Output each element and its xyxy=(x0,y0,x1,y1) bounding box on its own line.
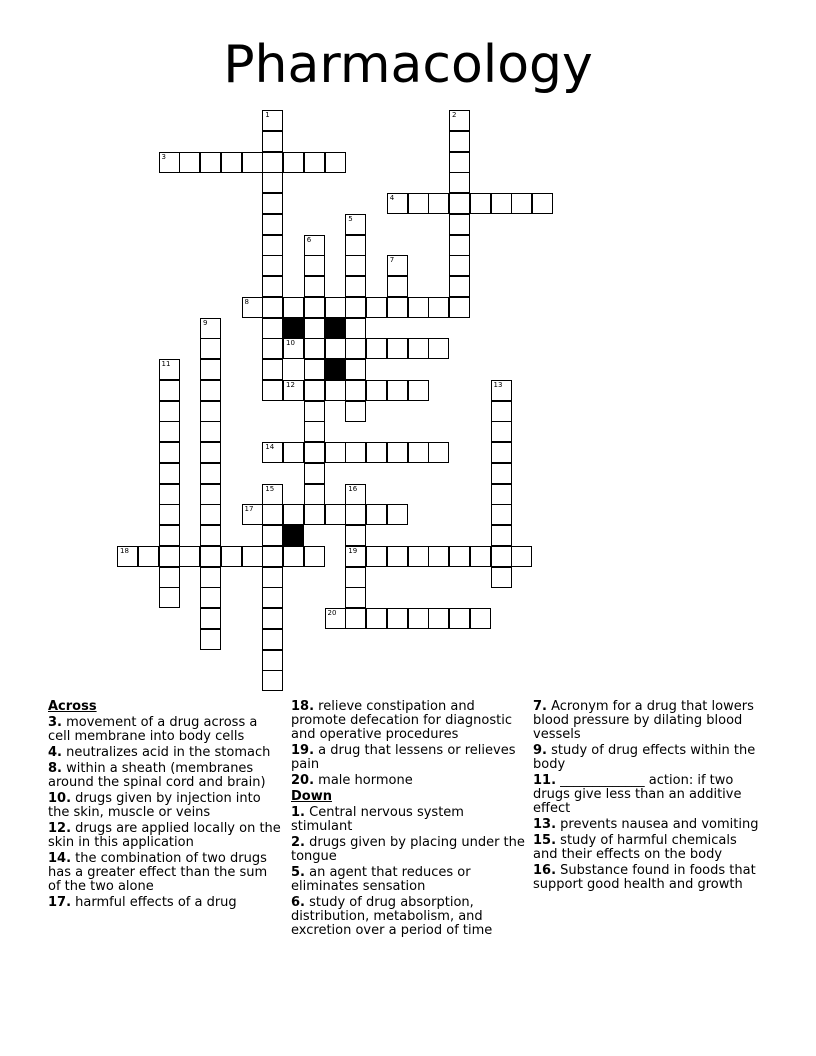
clue-number: 9 xyxy=(203,318,208,327)
grid-cell[interactable] xyxy=(387,608,408,629)
grid-cell[interactable] xyxy=(138,546,159,567)
clue-number: 4 xyxy=(389,194,395,202)
grid-cell[interactable] xyxy=(491,193,512,214)
grid-cell[interactable] xyxy=(428,193,449,214)
grid-cell[interactable] xyxy=(159,380,180,401)
grid-cell[interactable] xyxy=(449,131,470,152)
grid-cell[interactable] xyxy=(159,442,180,463)
grid-cell[interactable] xyxy=(304,504,325,525)
grid-cell[interactable] xyxy=(262,359,283,380)
grid-cell[interactable] xyxy=(159,463,180,484)
grid-block xyxy=(325,318,346,339)
clue-down-15: 15. study of harmful chemicals and their effects on the body xyxy=(533,833,737,862)
grid-cell[interactable] xyxy=(449,110,470,131)
grid-cell[interactable] xyxy=(283,338,304,359)
grid-cell[interactable] xyxy=(345,525,366,546)
grid-cell[interactable] xyxy=(304,276,325,297)
grid-cell[interactable] xyxy=(262,131,283,152)
grid-cell[interactable] xyxy=(304,463,325,484)
grid-cell[interactable] xyxy=(283,504,304,525)
clue-down-16: 16. Substance found in foods that support good health and growth xyxy=(533,863,756,892)
grid-cell[interactable] xyxy=(428,442,449,463)
grid-block xyxy=(283,318,304,339)
grid-cell[interactable] xyxy=(262,608,283,629)
grid-cell[interactable] xyxy=(345,484,366,505)
grid-cell[interactable] xyxy=(304,338,325,359)
grid-cell[interactable] xyxy=(428,608,449,629)
grid-cell[interactable] xyxy=(387,504,408,525)
grid-cell[interactable] xyxy=(283,152,304,173)
grid-cell[interactable] xyxy=(262,567,283,588)
grid-cell[interactable] xyxy=(262,484,283,505)
clue-number: 14 xyxy=(265,443,275,451)
grid-cell[interactable] xyxy=(262,587,283,608)
clue-across-3: 3. movement of a drug across a cell membrane into body cells xyxy=(48,715,258,744)
grid-cell[interactable] xyxy=(159,504,180,525)
grid-cell[interactable] xyxy=(387,338,408,359)
grid-cell[interactable] xyxy=(262,214,283,235)
grid-cell[interactable] xyxy=(200,318,221,339)
grid-cell[interactable] xyxy=(511,546,532,567)
grid-cell[interactable] xyxy=(283,297,304,318)
grid-cell[interactable] xyxy=(345,276,366,297)
grid-cell[interactable] xyxy=(491,380,512,401)
clue-down-2: 2. drugs given by placing under the tongue xyxy=(291,835,525,864)
grid-cell[interactable] xyxy=(304,297,325,318)
down-header: Down xyxy=(291,789,332,804)
grid-cell[interactable] xyxy=(262,318,283,339)
grid-cell[interactable] xyxy=(491,504,512,525)
grid-cell[interactable] xyxy=(387,442,408,463)
grid-cell[interactable] xyxy=(304,318,325,339)
clue-down-6: 6. study of drug absorption, distribution, metabolism, and excretion over a period of time xyxy=(291,895,493,938)
grid-cell[interactable] xyxy=(408,338,429,359)
grid-cell[interactable] xyxy=(345,401,366,422)
grid-cell[interactable] xyxy=(387,297,408,318)
grid-cell[interactable] xyxy=(242,504,263,525)
grid-cell[interactable] xyxy=(387,255,408,276)
grid-cell[interactable] xyxy=(366,546,387,567)
grid-cell[interactable] xyxy=(200,504,221,525)
grid-cell[interactable] xyxy=(200,401,221,422)
grid-cell[interactable] xyxy=(449,297,470,318)
clue-number: 3 xyxy=(161,152,166,161)
clue-number: 13 xyxy=(493,380,503,389)
grid-cell[interactable] xyxy=(304,380,325,401)
grid-cell[interactable] xyxy=(283,442,304,463)
grid-cell[interactable] xyxy=(470,608,491,629)
grid-cell[interactable] xyxy=(262,380,283,401)
grid-cell[interactable] xyxy=(262,193,283,214)
clue-number: 2 xyxy=(452,111,457,119)
clue-down-5: 5. an agent that reduces or eliminates sensation xyxy=(291,865,471,894)
grid-cell[interactable] xyxy=(345,442,366,463)
grid-cell[interactable] xyxy=(159,401,180,422)
clue-number: 20 xyxy=(327,609,337,617)
grid-cell[interactable] xyxy=(159,484,180,505)
grid-cell[interactable] xyxy=(366,608,387,629)
grid-cell[interactable] xyxy=(470,193,491,214)
grid-cell[interactable] xyxy=(491,567,512,588)
grid-cell[interactable] xyxy=(262,297,283,318)
grid-cell[interactable] xyxy=(304,152,325,173)
grid-cell[interactable] xyxy=(304,255,325,276)
grid-cell[interactable] xyxy=(262,670,283,691)
grid-cell[interactable] xyxy=(262,525,283,546)
grid-cell[interactable] xyxy=(200,380,221,401)
grid-cell[interactable] xyxy=(262,546,283,567)
clue-number: 15 xyxy=(265,484,275,493)
grid-cell[interactable] xyxy=(366,297,387,318)
clue-down-11: 11. _____________ action: if two drugs give less than an additive effect xyxy=(533,773,742,816)
clue-number: 8 xyxy=(244,297,249,306)
grid-cell[interactable] xyxy=(491,525,512,546)
grid-cell[interactable] xyxy=(470,546,491,567)
grid-cell[interactable] xyxy=(262,650,283,671)
grid-cell[interactable] xyxy=(159,546,180,567)
grid-cell[interactable] xyxy=(200,442,221,463)
grid-cell[interactable] xyxy=(262,255,283,276)
clue-across-17: 17. harmful effects of a drug xyxy=(48,895,237,910)
grid-block xyxy=(283,525,304,546)
grid-cell[interactable] xyxy=(491,442,512,463)
grid-cell[interactable] xyxy=(408,297,429,318)
grid-cell[interactable] xyxy=(449,214,470,235)
grid-cell[interactable] xyxy=(117,546,138,567)
grid-cell[interactable] xyxy=(366,504,387,525)
grid-cell[interactable] xyxy=(200,567,221,588)
grid-cell[interactable] xyxy=(387,276,408,297)
grid-cell[interactable] xyxy=(262,442,283,463)
grid-cell[interactable] xyxy=(200,338,221,359)
grid-cell[interactable] xyxy=(262,235,283,256)
grid-cell[interactable] xyxy=(387,380,408,401)
clue-across-10: 10. drugs given by injection into the skin, muscle or veins xyxy=(48,791,261,820)
grid-cell[interactable] xyxy=(159,421,180,442)
grid-cell[interactable] xyxy=(345,255,366,276)
grid-cell[interactable] xyxy=(200,629,221,650)
grid-cell[interactable] xyxy=(428,338,449,359)
grid-cell[interactable] xyxy=(449,152,470,173)
clue-number: 17 xyxy=(244,505,254,514)
grid-cell[interactable] xyxy=(242,297,263,318)
clue-down-13: 13. prevents nausea and vomiting xyxy=(533,817,759,832)
grid-cell[interactable] xyxy=(200,525,221,546)
grid-cell[interactable] xyxy=(304,484,325,505)
clue-number: 11 xyxy=(161,360,171,368)
clue-down-9: 9. study of drug effects within the body xyxy=(533,743,756,772)
grid-cell[interactable] xyxy=(200,484,221,505)
grid-cell[interactable] xyxy=(428,297,449,318)
grid-cell[interactable] xyxy=(491,546,512,567)
grid-cell[interactable] xyxy=(491,463,512,484)
grid-cell[interactable] xyxy=(325,338,346,359)
grid-cell[interactable] xyxy=(408,193,429,214)
clue-across-12: 12. drugs are applied locally on the skin in this application xyxy=(48,821,281,850)
clue-number: 16 xyxy=(348,484,358,493)
clue-number: 19 xyxy=(348,546,358,555)
grid-cell[interactable] xyxy=(345,546,366,567)
clue-across-19: 19. a drug that lessens or relieves pain xyxy=(291,743,516,772)
grid-cell[interactable] xyxy=(159,587,180,608)
grid-cell[interactable] xyxy=(325,297,346,318)
grid-cell[interactable] xyxy=(200,421,221,442)
grid-cell[interactable] xyxy=(242,152,263,173)
clue-column-2 xyxy=(291,700,529,940)
grid-cell[interactable] xyxy=(200,608,221,629)
clue-across-18: 18. relieve constipation and promote defecation for diagnostic and operative procedures xyxy=(291,699,512,742)
grid-cell[interactable] xyxy=(283,380,304,401)
grid-cell[interactable] xyxy=(387,546,408,567)
clue-column-3 xyxy=(533,700,763,894)
grid-cell[interactable] xyxy=(345,235,366,256)
grid-cell[interactable] xyxy=(283,546,304,567)
grid-cell[interactable] xyxy=(449,608,470,629)
grid-cell[interactable] xyxy=(200,546,221,567)
grid-cell[interactable] xyxy=(159,359,180,380)
clue-number: 1 xyxy=(265,111,270,119)
grid-cell[interactable] xyxy=(491,484,512,505)
grid-cell[interactable] xyxy=(325,380,346,401)
grid-cell[interactable] xyxy=(200,152,221,173)
clue-across-8: 8. within a sheath (membranes around the spinal cord and brain) xyxy=(48,761,266,790)
grid-cell[interactable] xyxy=(159,525,180,546)
clue-across-4: 4. neutralizes acid in the stomach xyxy=(48,745,271,760)
grid-cell[interactable] xyxy=(200,359,221,380)
grid-cell[interactable] xyxy=(449,255,470,276)
grid-cell[interactable] xyxy=(345,380,366,401)
grid-cell[interactable] xyxy=(325,608,346,629)
grid-cell[interactable] xyxy=(408,608,429,629)
grid-cell[interactable] xyxy=(366,442,387,463)
grid-cell[interactable] xyxy=(159,567,180,588)
grid-cell[interactable] xyxy=(345,318,366,339)
grid-cell[interactable] xyxy=(262,504,283,525)
grid-cell[interactable] xyxy=(387,193,408,214)
clue-across-20: 20. male hormone xyxy=(291,773,413,788)
grid-cell[interactable] xyxy=(179,546,200,567)
grid-cell[interactable] xyxy=(345,567,366,588)
clue-number: 12 xyxy=(286,380,295,389)
grid-cell[interactable] xyxy=(304,442,325,463)
grid-cell[interactable] xyxy=(262,172,283,193)
grid-block xyxy=(325,359,346,380)
grid-cell[interactable] xyxy=(179,152,200,173)
grid-cell[interactable] xyxy=(304,546,325,567)
grid-cell[interactable] xyxy=(221,152,242,173)
grid-cell[interactable] xyxy=(325,152,346,173)
grid-cell[interactable] xyxy=(366,338,387,359)
grid-cell[interactable] xyxy=(345,214,366,235)
across-header: Across xyxy=(48,699,97,714)
clue-number: 6 xyxy=(306,235,312,244)
grid-cell[interactable] xyxy=(345,504,366,525)
grid-cell[interactable] xyxy=(304,401,325,422)
grid-cell[interactable] xyxy=(242,546,263,567)
grid-cell[interactable] xyxy=(221,546,242,567)
grid-cell[interactable] xyxy=(262,110,283,131)
grid-cell[interactable] xyxy=(345,297,366,318)
grid-cell[interactable] xyxy=(262,338,283,359)
grid-cell[interactable] xyxy=(262,152,283,173)
grid-cell[interactable] xyxy=(325,442,346,463)
grid-cell[interactable] xyxy=(449,172,470,193)
grid-cell[interactable] xyxy=(304,421,325,442)
clue-number: 10 xyxy=(286,339,295,348)
clue-across-14: 14. the combination of two drugs has a greater effect than the sum of the two alone xyxy=(48,851,268,894)
grid-cell[interactable] xyxy=(304,235,325,256)
puzzle-title: Pharmacology xyxy=(223,35,593,95)
grid-cell[interactable] xyxy=(345,608,366,629)
clue-down-7: 7. Acronym for a drug that lowers blood pressure by dilating blood vessels xyxy=(533,699,754,742)
grid-cell[interactable] xyxy=(345,587,366,608)
grid-cell[interactable] xyxy=(366,380,387,401)
clue-number: 18 xyxy=(120,546,129,555)
grid-cell[interactable] xyxy=(304,359,325,380)
grid-cell[interactable] xyxy=(428,546,449,567)
clue-down-1: 1. Central nervous system stimulant xyxy=(291,805,464,834)
grid-cell[interactable] xyxy=(345,359,366,380)
clue-number: 7 xyxy=(389,256,395,265)
grid-cell[interactable] xyxy=(262,276,283,297)
clue-column-1 xyxy=(48,700,283,912)
grid-cell[interactable] xyxy=(449,276,470,297)
grid-cell[interactable] xyxy=(408,546,429,567)
grid-cell[interactable] xyxy=(491,401,512,422)
grid-cell[interactable] xyxy=(491,421,512,442)
grid-cell[interactable] xyxy=(449,193,470,214)
grid-cell[interactable] xyxy=(449,546,470,567)
grid-cell[interactable] xyxy=(511,193,532,214)
grid-cell[interactable] xyxy=(449,235,470,256)
grid-cell[interactable] xyxy=(159,152,180,173)
grid-cell[interactable] xyxy=(408,442,429,463)
grid-cell[interactable] xyxy=(532,193,553,214)
grid-cell[interactable] xyxy=(262,629,283,650)
grid-cell[interactable] xyxy=(200,463,221,484)
grid-cell[interactable] xyxy=(345,338,366,359)
grid-cell[interactable] xyxy=(200,587,221,608)
clue-number: 5 xyxy=(348,214,353,223)
grid-cell[interactable] xyxy=(325,504,346,525)
grid-cell[interactable] xyxy=(408,380,429,401)
